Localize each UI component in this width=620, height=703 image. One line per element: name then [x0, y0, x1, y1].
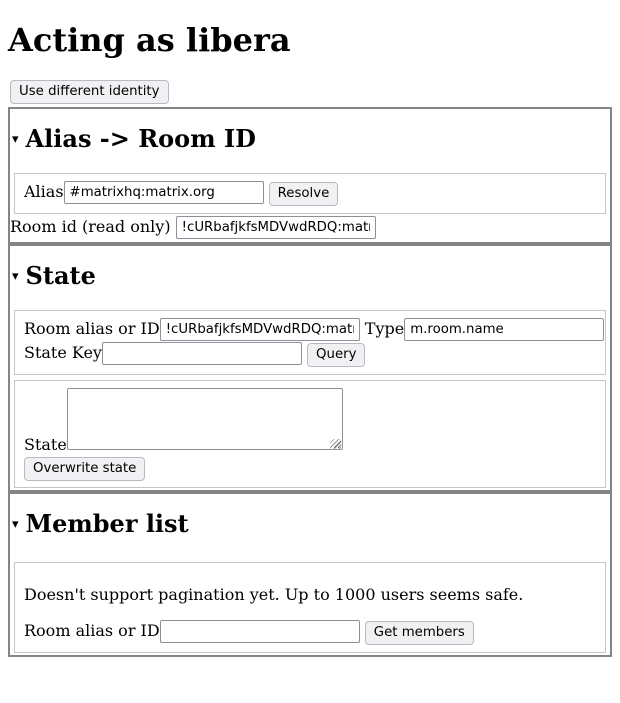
state-overwrite-fieldset: [14, 380, 606, 488]
overwrite-row: [24, 457, 596, 481]
state-room-row: [24, 318, 596, 341]
member-list-section: [8, 492, 612, 657]
member-room-label: Room alias or ID: [24, 621, 160, 640]
state-section-heading: State: [25, 261, 96, 290]
state-room-input[interactable]: [160, 318, 360, 341]
room-id-output[interactable]: [176, 216, 376, 239]
state-textarea[interactable]: [67, 388, 343, 450]
disclosure-triangle-icon: ▾: [12, 517, 19, 532]
member-room-input[interactable]: [160, 620, 360, 643]
state-label: State: [24, 435, 67, 454]
state-type-label: Type: [364, 319, 405, 338]
state-textarea-wrap: [67, 388, 343, 454]
member-section-heading: Member list: [25, 509, 189, 538]
alias-section-heading: Alias -> Room ID: [25, 124, 256, 153]
get-members-button[interactable]: Get members: [365, 621, 474, 645]
state-key-label: State Key: [24, 343, 102, 362]
alias-fieldset: [14, 173, 606, 214]
member-section-toggle[interactable]: [10, 494, 610, 558]
state-type-input[interactable]: [404, 318, 604, 341]
state-key-input[interactable]: [102, 342, 302, 365]
page-title: Acting as libera: [8, 21, 291, 59]
use-different-identity-button[interactable]: Use different identity: [10, 80, 169, 104]
room-id-row: [10, 216, 610, 239]
member-fieldset: [14, 562, 606, 653]
alias-section-toggle[interactable]: [10, 109, 610, 173]
disclosure-triangle-icon: ▾: [12, 132, 19, 147]
disclosure-triangle-icon: ▾: [12, 269, 19, 284]
state-section: [8, 244, 612, 492]
state-textarea-row: [24, 388, 596, 454]
overwrite-state-button[interactable]: Overwrite state: [24, 457, 145, 481]
alias-label: Alias: [24, 182, 64, 201]
pagination-note: Doesn't support pagination yet. Up to 1000 users seems safe.: [24, 585, 524, 604]
alias-input[interactable]: [64, 181, 264, 204]
alias-row: [24, 181, 596, 206]
state-room-label: Room alias or ID: [24, 319, 160, 338]
identity-toolbar: [10, 80, 612, 104]
alias-room-id-section: [8, 107, 612, 244]
state-query-fieldset: [14, 310, 606, 375]
room-id-label: Room id (read only): [10, 217, 171, 236]
query-button[interactable]: Query: [307, 343, 365, 367]
state-section-toggle[interactable]: [10, 246, 610, 310]
state-key-row: [24, 342, 596, 367]
member-room-row: [24, 620, 596, 645]
resolve-button[interactable]: Resolve: [269, 182, 339, 206]
